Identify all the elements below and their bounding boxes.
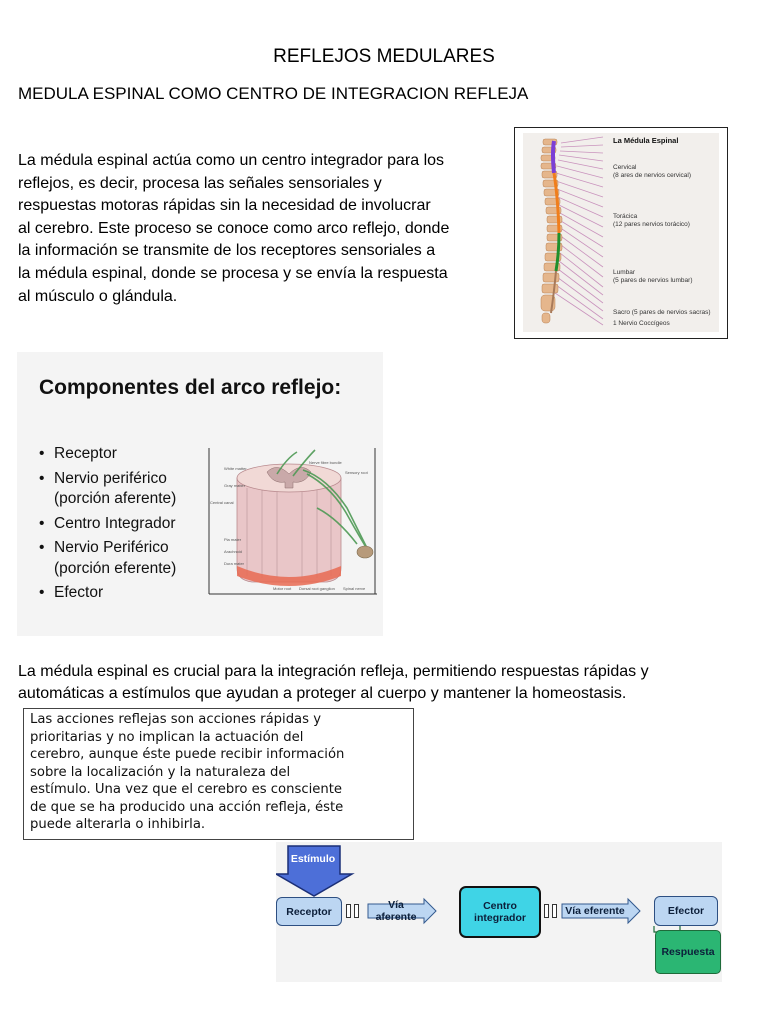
bullet: • (39, 514, 45, 532)
paragraph-line: automáticas a estímulos que ayudan a proteger al cuerpo y mantener la homeostasis. (18, 685, 627, 702)
figure-label: Sensory root (345, 470, 368, 475)
second-paragraph (18, 661, 758, 705)
reflex-note-text (30, 711, 344, 834)
reflex-arc-item (39, 444, 176, 465)
figure-label: Gray matter (224, 483, 246, 488)
reflex-arc-item-sub: (porción eferente) (54, 559, 177, 577)
spine-label-thoracic (613, 213, 690, 228)
reflex-arc-item (39, 583, 176, 604)
spine-label-lumbar (613, 269, 692, 284)
center-label-line: Centro (483, 900, 517, 912)
reflex-arc-list (39, 444, 176, 608)
synapse-bar (354, 904, 359, 918)
synapse-bar (346, 904, 351, 918)
reflex-arc-item-label: Efector (54, 584, 104, 601)
spinal-cord-figure (514, 127, 728, 339)
reflex-arc-item-label: Nervio Periférico (54, 539, 169, 556)
spine-label-cervical (613, 164, 691, 179)
section-subtitle: MEDULA ESPINAL COMO CENTRO DE INTEGRACION REFLEJA (18, 84, 529, 103)
bullet: • (39, 539, 45, 556)
bullet: • (39, 445, 45, 462)
figure-label: Dura mater (224, 561, 245, 566)
spine-label-detail: (12 pares nervios torácico) (613, 220, 690, 228)
center-label-line: integrador (474, 912, 526, 924)
intro-line: La médula espinal actúa como un centro integrador para los (18, 152, 445, 169)
efferent-pathway: Vía eferente (565, 905, 625, 917)
figure-label: Spinal nerve (343, 586, 366, 591)
reflex-arc-item-label: Centro Integrador (54, 514, 176, 532)
reflex-arc-item (39, 469, 176, 510)
synapse-bar (544, 904, 549, 918)
spine-illustration (523, 133, 719, 332)
reflex-arc-item (39, 514, 176, 535)
intro-line: reflejos, es decir, procesa las señales sensoriales y (18, 174, 382, 192)
spine-figure-title: La Médula Espinal (613, 136, 679, 145)
reflex-arc-slide (17, 352, 383, 636)
afferent-pathway: Vía aferente (375, 899, 417, 923)
reflex-note-box (23, 708, 414, 840)
bullet: • (39, 469, 45, 487)
figure-label: White matter (224, 466, 247, 471)
spine-label-name: Sacro (5 pares de nervios sacras) (613, 309, 711, 316)
document-title: REFLEJOS MEDULARES (273, 46, 495, 67)
reflex-arc-item (39, 538, 176, 579)
integration-center-node (459, 886, 541, 938)
spine-label-name: Lumbar (613, 269, 636, 276)
spine-label-detail: 1 Nervio Coccígeos (613, 319, 670, 327)
intro-line: la médula espinal, donde se procesa y se envía la respuesta (18, 264, 448, 282)
paragraph-line: La médula espinal es crucial para la integración refleja, permitiendo respuestas rápidas y (18, 663, 649, 680)
figure-label: Arachnoid (224, 549, 243, 554)
note-line: prioritarias y no implican la actuación del (30, 729, 304, 745)
reflex-arc-item-label: Nervio periférico (54, 469, 167, 487)
bullet: • (39, 584, 45, 601)
reflex-arc-item-sub: (porción aferente) (54, 490, 177, 507)
spinal-cord-image (523, 133, 719, 332)
response-node: Respuesta (655, 930, 721, 974)
figure-label: Dorsal root ganglion (299, 586, 335, 591)
intro-line: al cerebro. Este proceso se conoce como arco reflejo, donde (18, 219, 450, 237)
note-line: de que se ha producido una acción refleja, éste (30, 799, 344, 815)
spine-label-name: Torácica (613, 213, 638, 220)
spine-label-sacral (613, 309, 711, 327)
reflex-arc-item-label: Receptor (54, 445, 117, 462)
intro-line: la información se transmite de los receptores sensoriales a (18, 242, 436, 260)
intro-paragraph (18, 150, 498, 308)
figure-label: Motor root (273, 586, 292, 591)
intro-line: al músculo o glándula. (18, 287, 178, 305)
effector-node: Efector (654, 896, 718, 926)
spine-label-detail: (5 pares de nervios lumbar) (613, 276, 693, 284)
receptor-node: Receptor (276, 897, 342, 926)
spine-label-detail: (8 ares de nervios cervical) (613, 171, 692, 179)
figure-label: Central canal (210, 500, 234, 505)
stimulus-node: Estímulo (290, 853, 336, 865)
figure-label: Nerve fibre bundle (309, 460, 342, 465)
note-line: Las acciones reflejas son acciones rápidas y (30, 712, 322, 727)
intro-line: respuestas motoras rápidas sin la necesidad de involucrar (18, 197, 431, 215)
reflex-arc-title: Componentes del arco reflejo: (39, 376, 342, 399)
note-line: cerebro, aunque éste puede recibir información (30, 747, 345, 762)
spine-label-name: Cervical (613, 164, 637, 171)
synapse-bar (552, 904, 557, 918)
figure-label: Pia mater (224, 537, 242, 542)
note-line: sobre la localización y la naturaleza del (30, 764, 291, 780)
note-line: puede alterarla o inhibirla. (30, 817, 206, 832)
reflex-flow-diagram (276, 842, 722, 982)
note-line: estímulo. Una vez que el cerebro es consciente (30, 782, 342, 797)
